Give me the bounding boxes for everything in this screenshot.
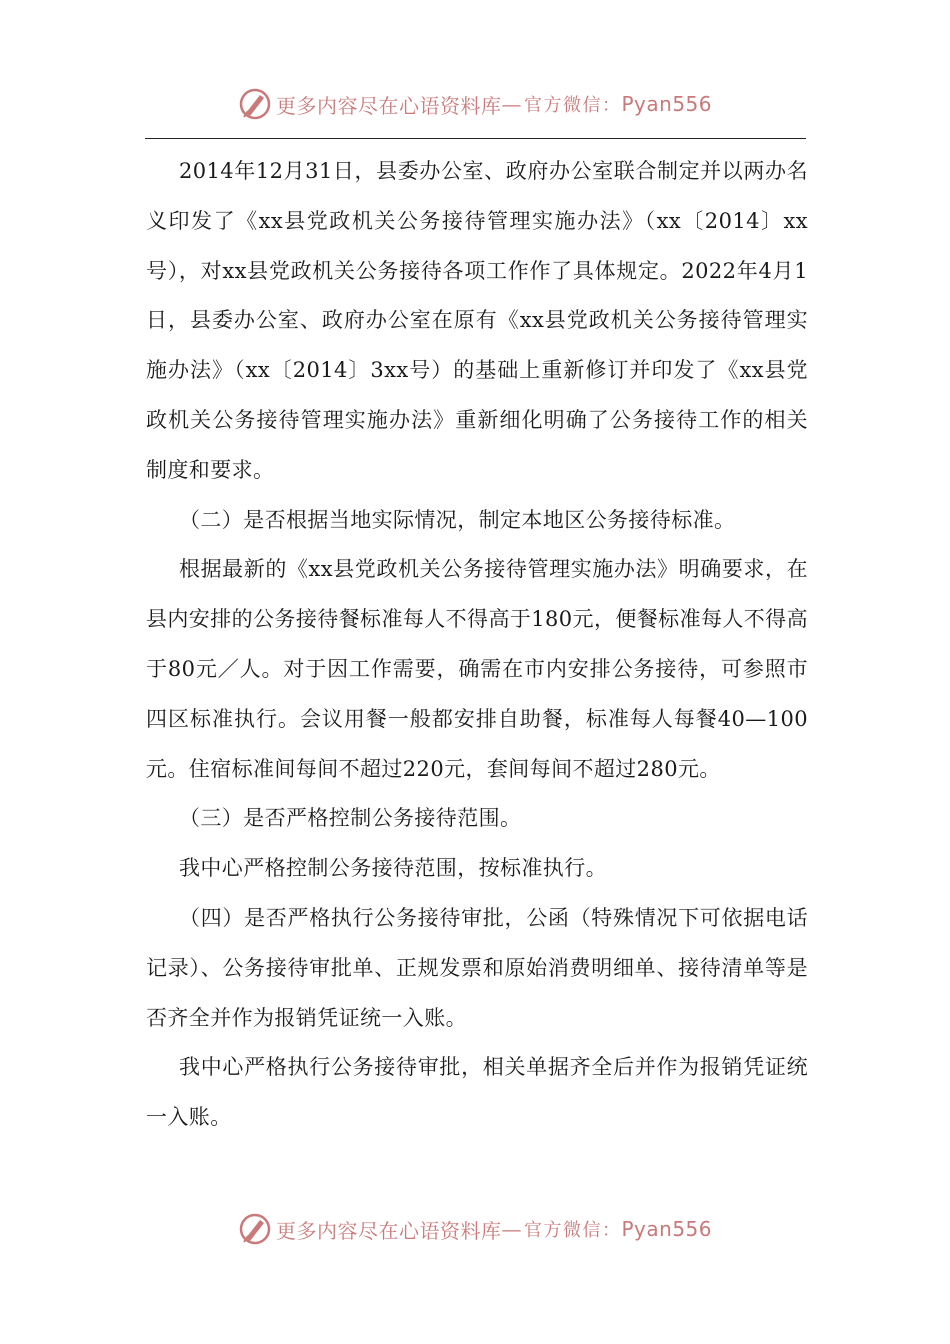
header-watermark (0, 84, 950, 124)
section-heading: （三）是否严格控制公务接待范围。 (179, 806, 522, 831)
header-divider (145, 138, 806, 139)
pen-nib-circle-icon (238, 87, 272, 121)
pen-nib-circle-icon (238, 1212, 272, 1246)
watermark-site-text: 更多内容尽在心语资料库 (275, 1218, 502, 1243)
watermark-wechat-id: Pyan556 (621, 92, 712, 116)
paragraph: 我中心严格控制公务接待范围，按标准执行。 (179, 856, 607, 881)
paragraph: 根据最新的《xx县党政机关公务接待管理实施办法》明确要求，在县内安排的公务接待餐标准每人不得高于180元，便餐标准每人不得高于80元／人。对于因工作需要，确需在市内安排公务接待，可参照市四区标准执行。会议用餐一般都安排自助餐，标准每人每餐40—100元。住宿标准间每间不超过220元，套间每间不超过280元。 (146, 557, 808, 781)
watermark-site-text: 更多内容尽在心语资料库 (275, 93, 502, 118)
section-heading: （二）是否根据当地实际情况，制定本地区公务接待标准。 (179, 507, 736, 532)
watermark-wechat-id: Pyan556 (621, 1217, 712, 1241)
footer-watermark (0, 1209, 950, 1249)
section-heading: （四）是否严格执行公务接待审批，公函（特殊情况下可依据电话记录）、公务接待审批单、正规发票和原始消费明细单、接待清单等是否齐全并作为报销凭证统一入账。 (146, 905, 808, 1030)
document-body (146, 147, 808, 1143)
paragraph: 2014年12月31日，县委办公室、政府办公室联合制定并以两办名义印发了《xx县党政机关公务接待管理实施办法》（xx〔2014〕xx号），对xx县党政机关公务接待各项工作作了具体规定。2022年4月1日，县委办公室、政府办公室在原有《xx县党政机关公务接待管理实施办法》（xx〔2014〕3xx号）的基础上重新修订并印发了《xx县党政机关公务接待管理实施办法》重新细化明确了公务接待工作的相关制度和要求。 (146, 159, 808, 482)
paragraph: 我中心严格执行公务接待审批，相关单据齐全后并作为报销凭证统一入账。 (146, 1055, 808, 1130)
watermark-contact-label: 官方微信： (523, 1220, 622, 1241)
watermark-dash: — (501, 1217, 522, 1241)
watermark-contact-label: 官方微信： (523, 95, 622, 116)
watermark-dash: — (501, 92, 522, 116)
